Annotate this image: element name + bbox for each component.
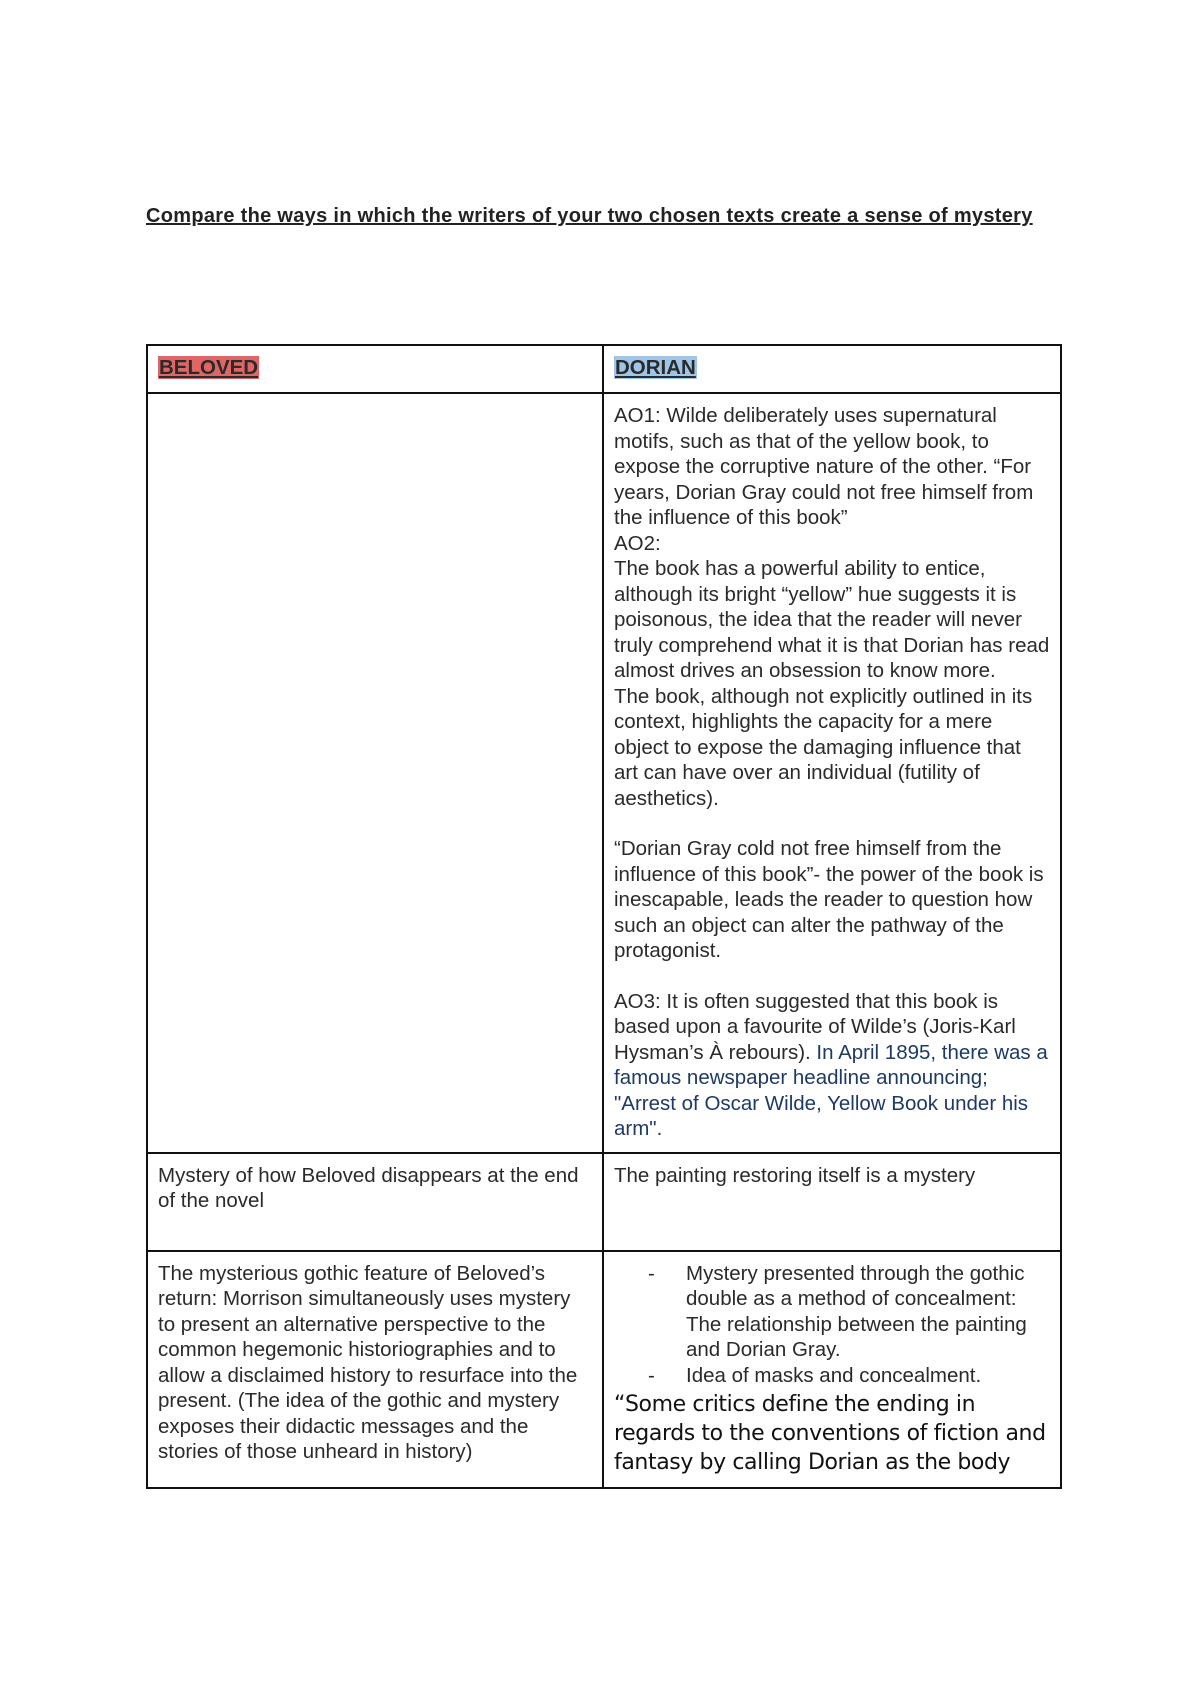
- table-row: [147, 1251, 1061, 1489]
- header-row: [147, 345, 1061, 393]
- table-row: [147, 1153, 1061, 1251]
- quote-paragraph: “Dorian Gray cold not free himself from the influence of this book”- the power of the book is inescapable, leads the reader to question how such an object can alter the pathway of the protagonist.: [614, 837, 1044, 962]
- ao2-paragraph-1: The book has a powerful ability to entice, although its bright “yellow” hue suggests it is poisonous, the idea that the reader will never truly comprehend what it is that Dorian has read almost drives an obsession to know more.: [614, 557, 1050, 682]
- list-item: - Mystery presented through the gothic double as a method of concealment: The relationship between the painting and Dorian Gray.: [614, 1261, 1050, 1363]
- ao2-paragraph-2: The book, although not explicitly outlined in its context, highlights the capacity for a mere object to expose the damaging influence that art can have over an individual (futility of aesthetics).: [614, 684, 1033, 810]
- table-row: [147, 393, 1061, 1153]
- ao3-part-2: In April 1895, there was a famous newspaper headline announcing; "Arrest of Oscar Wilde, Yellow Book under his arm".: [614, 1040, 1048, 1140]
- list-item: - Idea of masks and concealment.: [614, 1363, 1050, 1389]
- critics-quote: “Some critics define the ending in regards to the conventions of fiction and fantasy by calling Dorian as the body: [614, 1392, 1046, 1475]
- beloved-cell-gothic: The mysterious gothic feature of Beloved’s return: Morrison simultaneously uses mystery to present an alternative perspective to the common hegemonic historiographies and to allow a disclaimed history to resurface into the present. (The idea of the gothic and mystery exposes their didactic messages and the stories of those unheard in history): [147, 1251, 603, 1489]
- ao3-part-1: AO3: It is often suggested that this book is based upon a favourite of Wilde’s (Joris-Karl Hysman’s À rebours).: [614, 989, 1016, 1064]
- header-cell-beloved: [147, 345, 603, 393]
- dorian-cell-yellow-book: [603, 393, 1061, 1153]
- header-cell-dorian: [603, 345, 1061, 393]
- comparison-table: [146, 344, 1062, 1489]
- dorian-cell-gothic-double: [603, 1251, 1061, 1489]
- beloved-cell-disappears: Mystery of how Beloved disappears at the end of the novel: [147, 1153, 603, 1251]
- ao1-paragraph: AO1: Wilde deliberately uses supernatural motifs, such as that of the yellow book, to expose the corruptive nature of the other. “For years, Dorian Gray could not free himself from the influence of this book”: [614, 404, 1034, 529]
- document-title: Compare the ways in which the writers of your two chosen texts create a sense of mystery: [146, 205, 1033, 227]
- dorian-bullet-list: [614, 1261, 1050, 1389]
- ao3-paragraph: [614, 989, 1050, 1142]
- header-beloved: BELOVED: [159, 356, 259, 379]
- beloved-cell-empty: [147, 393, 603, 1153]
- dorian-cell-painting: The painting restoring itself is a mystery: [603, 1153, 1061, 1251]
- ao2-label: AO2:: [614, 531, 661, 555]
- header-dorian: DORIAN: [615, 356, 696, 379]
